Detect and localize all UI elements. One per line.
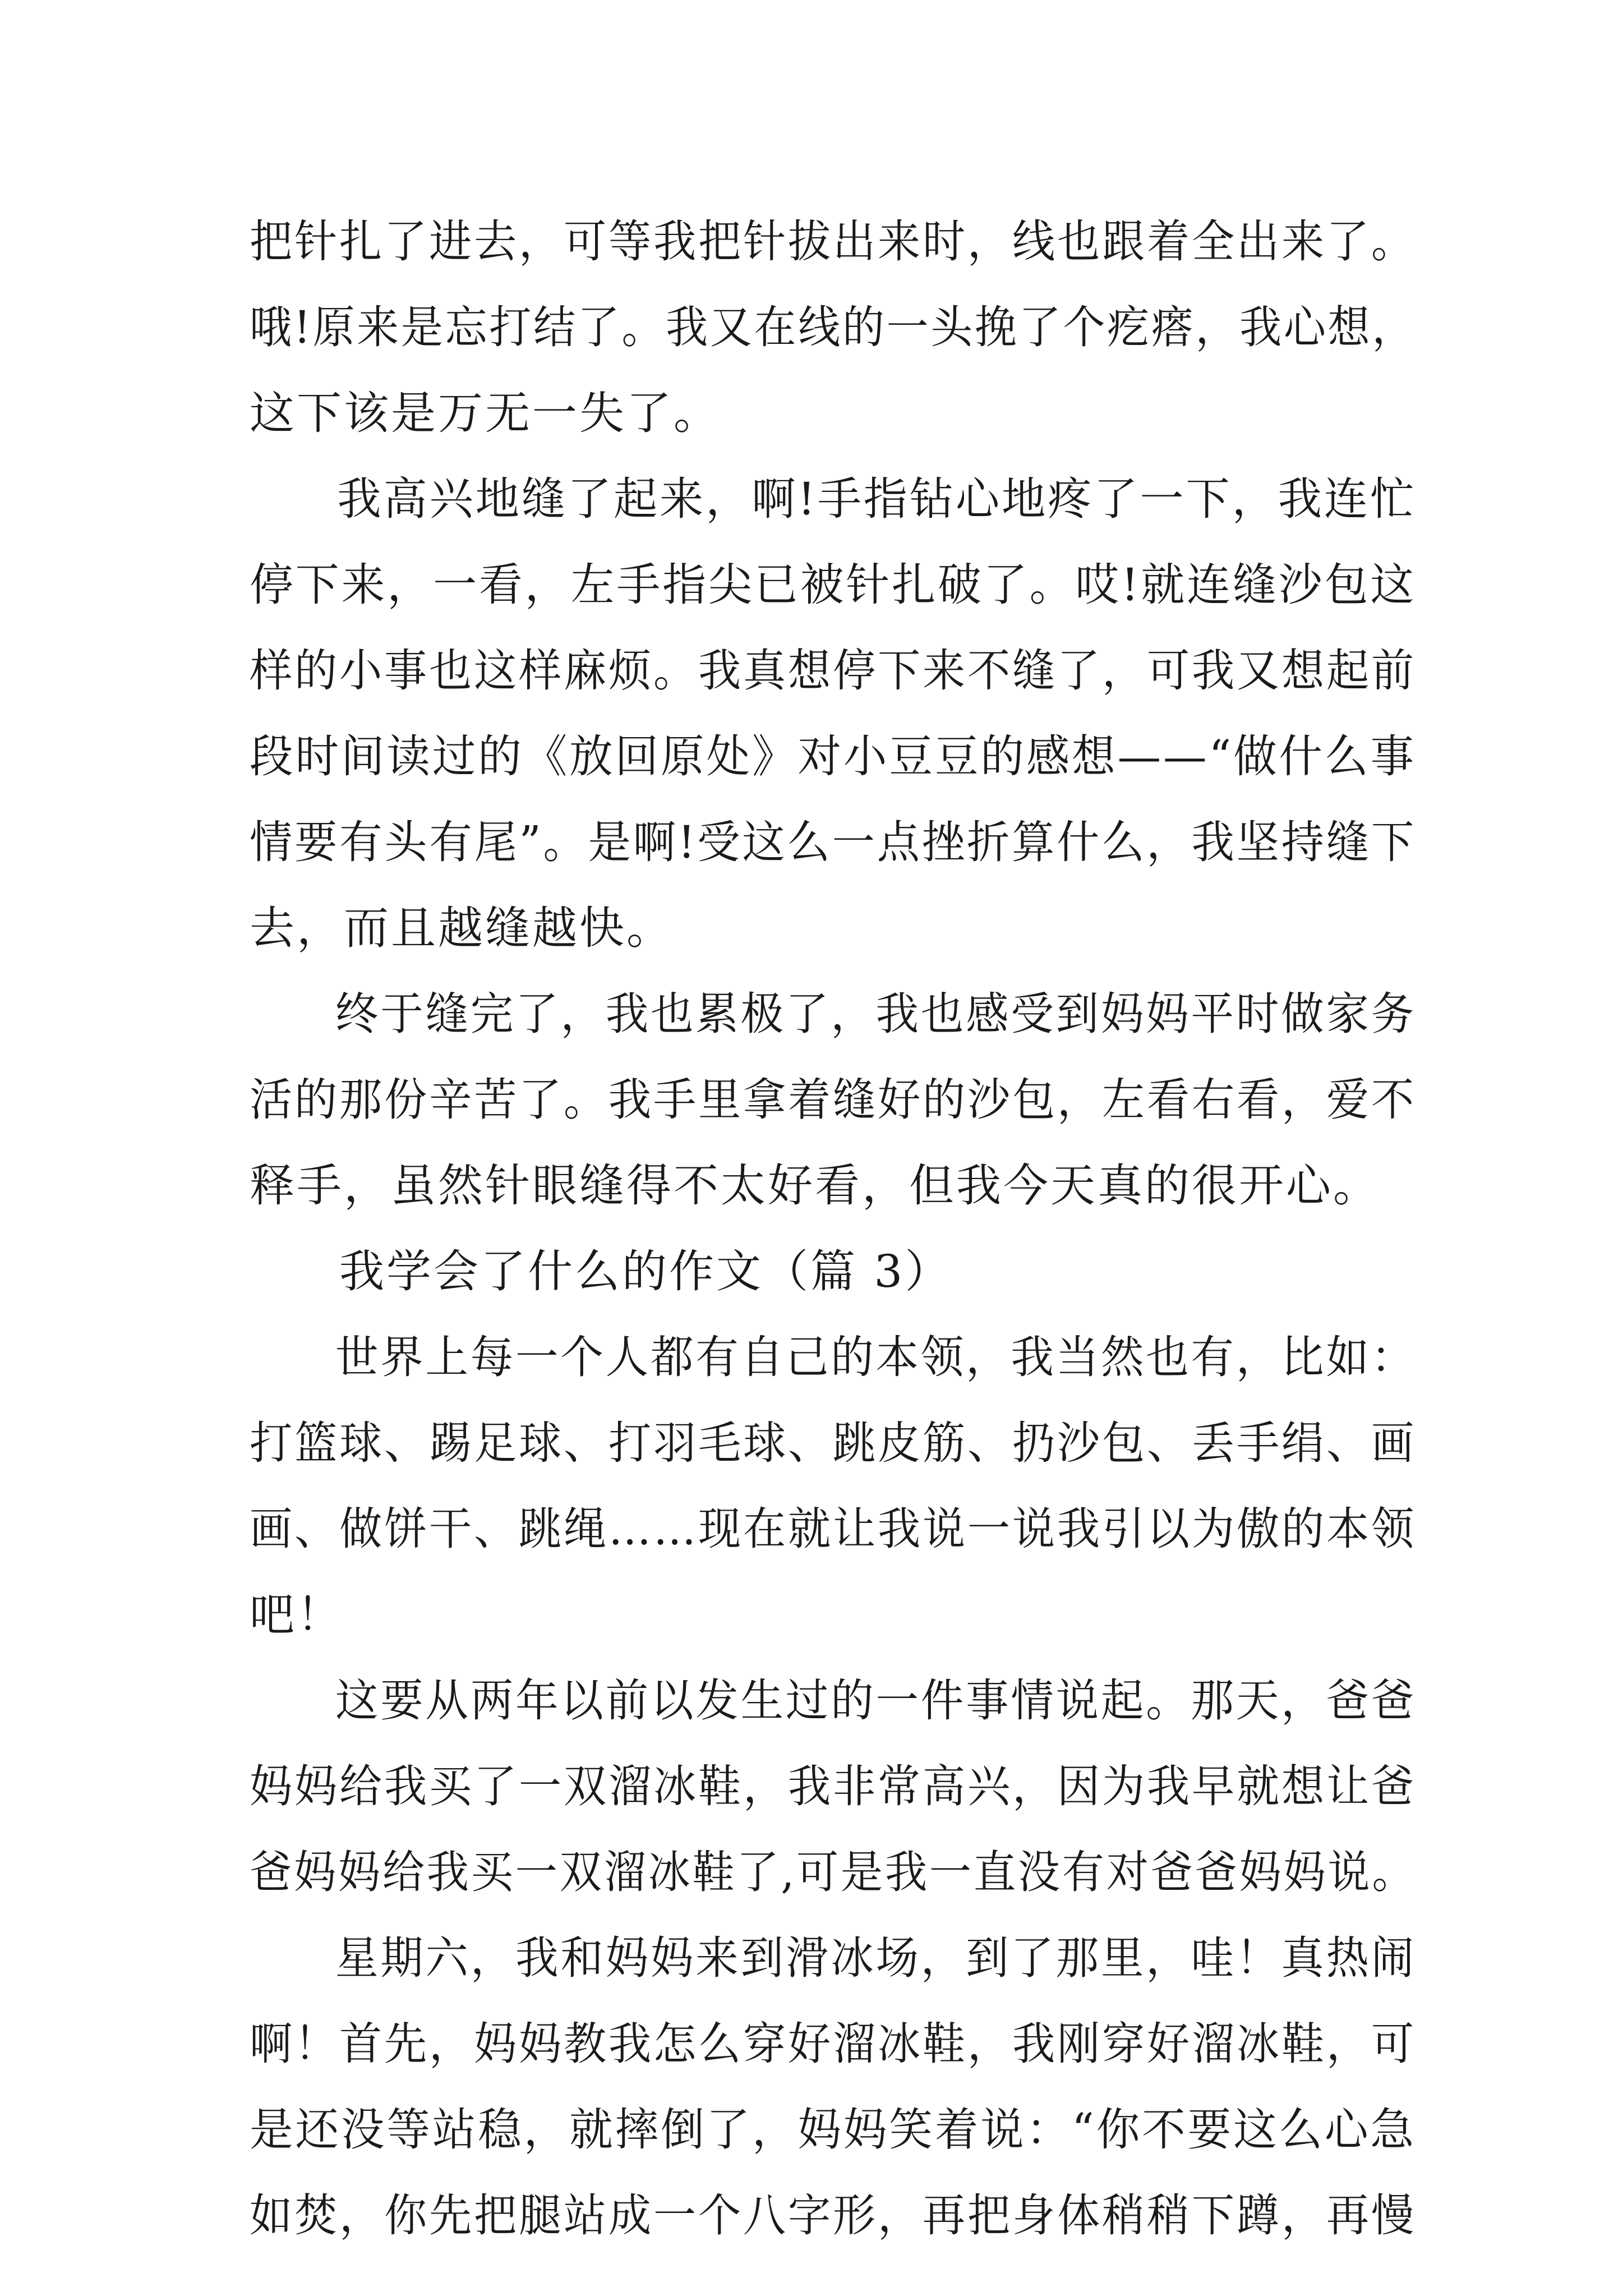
text-line: 把针扎了进去，可等我把针拔出来时，线也跟着全出来了。 (250, 215, 1417, 268)
text-line: 这要从两年以前以发生过的一件事情说起。那天，爸爸 (335, 1674, 1417, 1727)
text-line: 画、做饼干、跳绳……现在就让我说一说我引以为傲的本领 (250, 1503, 1417, 1555)
text-line: 段时间读过的《放回原处》对小豆豆的感想——“做什么事 (250, 730, 1416, 783)
text-line: 我学会了什么的作文（篇 3） (339, 1245, 952, 1297)
text-line: 释手，虽然针眼缝得不太好看，但我今天真的很开心。 (250, 1159, 1380, 1212)
text-line: 星期六，我和妈妈来到滑冰场，到了那里，哇！真热闹 (335, 1932, 1417, 1984)
text-line: 停下来，一看，左手指尖已被针扎破了。哎!就连缝沙包这 (250, 559, 1417, 611)
text-line: 如焚，你先把腿站成一个八字形，再把身体稍稍下蹲，再慢 (250, 2189, 1417, 2242)
text-line: 是还没等站稳，就摔倒了，妈妈笑着说：“你不要这么心急 (250, 2104, 1416, 2156)
text-line: 样的小事也这样麻烦。我真想停下来不缝了，可我又想起前 (250, 645, 1417, 697)
text-line: 这下该是万无一失了。 (250, 387, 721, 439)
essay-text (250, 199, 1416, 2258)
text-line: 吧！ (250, 1589, 344, 1641)
text-line: 世界上每一个人都有自己的本领，我当然也有，比如： (335, 1331, 1417, 1383)
text-line: 爸妈妈给我买一双溜冰鞋了,可是我一直没有对爸爸妈妈说。 (250, 1846, 1417, 1898)
text-line: 妈妈给我买了一双溜冰鞋，我非常高兴，因为我早就想让爸 (250, 1760, 1417, 1812)
text-line: 打篮球、踢足球、打羽毛球、跳皮筋、扔沙包、丢手绢、画 (250, 1417, 1417, 1469)
text-line: 活的那份辛苦了。我手里拿着缝好的沙包，左看右看，爱不 (250, 1074, 1417, 1126)
text-line: 终于缝完了，我也累极了，我也感受到妈妈平时做家务 (335, 988, 1417, 1040)
text-line: 啊！首先，妈妈教我怎么穿好溜冰鞋，我刚穿好溜冰鞋，可 (250, 2018, 1417, 2070)
text-line: 我高兴地缝了起来，啊!手指钻心地疼了一下，我连忙 (337, 473, 1417, 525)
text-line: 情要有头有尾”。是啊!受这么一点挫折算什么，我坚持缝下 (250, 816, 1417, 868)
text-line: 去，而且越缝越快。 (250, 902, 674, 954)
text-line: 哦!原来是忘打结了。我又在线的一头挽了个疙瘩，我心想， (250, 301, 1417, 353)
